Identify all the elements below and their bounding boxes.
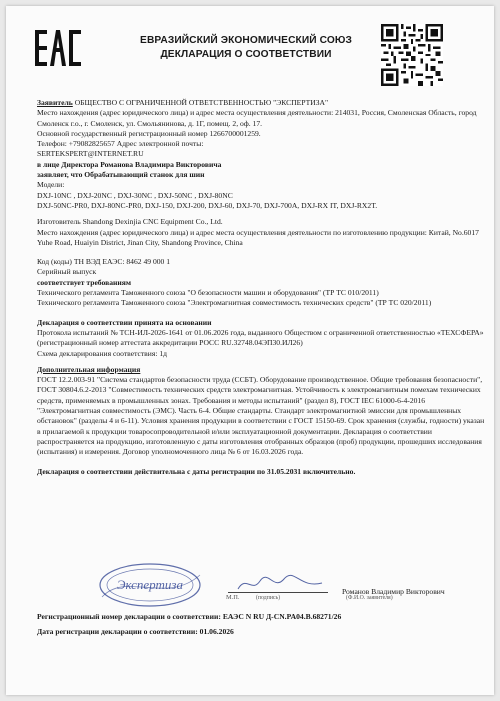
applicant-label: Заявитель	[37, 98, 73, 107]
registration-date-label: Дата регистрации декларации о соответствии:	[37, 627, 198, 636]
eac-logo	[35, 30, 81, 66]
tnved-code: Код (коды) ТН ВЭД ЕАЭС: 8462 49 000 1	[37, 257, 171, 267]
applicant-person: в лице Директора Романова Владимира Викторовича	[37, 159, 222, 169]
declares-statement: заявляет, что Обрабатывающий станок для шин	[37, 170, 205, 180]
declaration-sheet	[6, 6, 494, 695]
header-line-union: ЕВРАЗИЙСКИЙ ЭКОНОМИЧЕСКИЙ СОЮЗ	[140, 35, 352, 46]
registration-date-row	[37, 627, 234, 636]
qr-code-icon	[381, 24, 443, 86]
company-stamp	[96, 561, 204, 609]
additional-info-text: ГОСТ 12.2.003-91 "Система стандартов безопасности труда (ССБТ). Оборудование производственное. Общие требования безопасности", ГОСТ 30804.6.2-2013 "Совместимость технических средств электромагнитная. Устойчивость к электромагнитным помехам технических средств, применяемых в промышленных зонах. Требования и методы испытаний" (раздел 8), ГОСТ IEC 61000-6-4-2016 "Электромагнитная совместимость (ЭМС). Часть 6-4. Общие стандарты. Стандарт электромагнитной эмиссии для промышленных обстановок" (разделы 4 и 6-11). Условия хранения продукции в соответствии с ГОСТ 15150-69. Срок хранения (службы, годности) указан в прилагаемой к продукции товаросопроводительной и/или эксплуатационной документации. Декларация о соответствии распространяется на продукцию, изготовленную с даты изготовления отобранных образцов (проб) продукции, прошедших исследования (испытания) и измерения. Договор уполномоченного лица № 6 от 16.03.2026 года.	[37, 375, 485, 457]
stamp-text: Экспертиза	[117, 577, 183, 592]
header-line-title: ДЕКЛАРАЦИЯ О СООТВЕТСТВИИ	[160, 49, 332, 60]
applicant-phone: Телефон: +79082825657 Адрес электронной почты:	[37, 139, 204, 149]
models-line-1: DXJ-10NC , DXJ-20NC , DXJ-30NC , DXJ-50NC , DXJ-80NC	[37, 190, 233, 200]
requirement-tr-ts-020: Технического регламента Таможенного союза "Электромагнитная совместимость технических средств" (ТР ТС 020/2011)	[37, 298, 432, 308]
applicant-name: ОБЩЕСТВО С ОГРАНИЧЕННОЙ ОТВЕТСТВЕННОСТЬЮ "ЭКСПЕРТИЗА"	[74, 98, 329, 107]
signature-line	[228, 592, 328, 593]
document-header	[116, 34, 376, 62]
registration-date: 01.06.2026	[199, 627, 234, 636]
signer-caption: (Ф.И.О. заявителя)	[346, 595, 393, 601]
manufacturer: Изготовитель Shandong Dexinjia CNC Equipment Co., Ltd.	[37, 217, 223, 227]
applicant-email: SERTEKSPERT@INTERNET.RU	[37, 149, 144, 159]
signer-name: Романов Владимир Викторович	[342, 587, 445, 596]
requirement-tr-ts-010: Технического регламента Таможенного союза "О безопасности машин и оборудования" (ТР ТС 010/2011)	[37, 288, 379, 298]
conformity-scheme: Схема декларирования соответствия: 1д	[37, 348, 167, 358]
registration-number-label: Регистрационный номер декларации о соответствии:	[37, 612, 221, 621]
seal-place-label: М.П.	[226, 594, 240, 601]
signature-caption: (подпись)	[256, 595, 281, 601]
serial-production: Серийный выпуск	[37, 267, 97, 277]
applicant-ogrn: Основной государственный регистрационный номер 1266700001259.	[37, 128, 261, 138]
models-line-2: DXJ-50NC-PR0, DXJ-80NC-PR0, DXJ-150, DXJ-200, DXJ-60, DXJ-70, DXJ-700A, DXJ-RX IT, DXJ-RX2T.	[37, 200, 378, 210]
requirements-label: соответствует требованиям	[37, 277, 132, 287]
registration-number: ЕАЭС N RU Д-CN.PA04.B.68271/26	[222, 612, 342, 621]
validity-statement: Декларация о соответствии действительна с даты регистрации по 31.05.2031 включительно.	[37, 466, 356, 476]
applicant-block	[37, 98, 485, 108]
registration-number-row	[37, 612, 341, 621]
declaration-body	[37, 98, 485, 477]
manufacturer-address: Место нахождения (адрес юридического лица) и адрес места осуществления деятельности по изготовлению продукции: Китай, No.6017 Yuhe Road, Huaiyin District, Jinan City, Shandong Province, China	[37, 227, 479, 247]
basis-label: Декларация о соответствии принята на основании	[37, 317, 212, 327]
basis-text: Протокола испытаний № ТСН-ИЛ-2026-1641 от 01.06.2026 года, выданного Обществом с ограниченной ответственностью «ТЕХСФЕРА» (регистрационный номер аттестата аккредитации РОСС RU.32748.04ЭП30.ИЛ26)	[37, 327, 484, 348]
models-label: Модели:	[37, 180, 65, 190]
additional-info-label: Дополнительная информация	[37, 364, 141, 374]
applicant-address: Место нахождения (адрес юридического лица) и адрес места осуществления деятельности: 214031, Россия, Смоленская Область, город Смоленск г.о., г. Смоленск, ул. Смольянинова, д. 1Г, помещ. 2, оф. 17.	[37, 108, 477, 128]
